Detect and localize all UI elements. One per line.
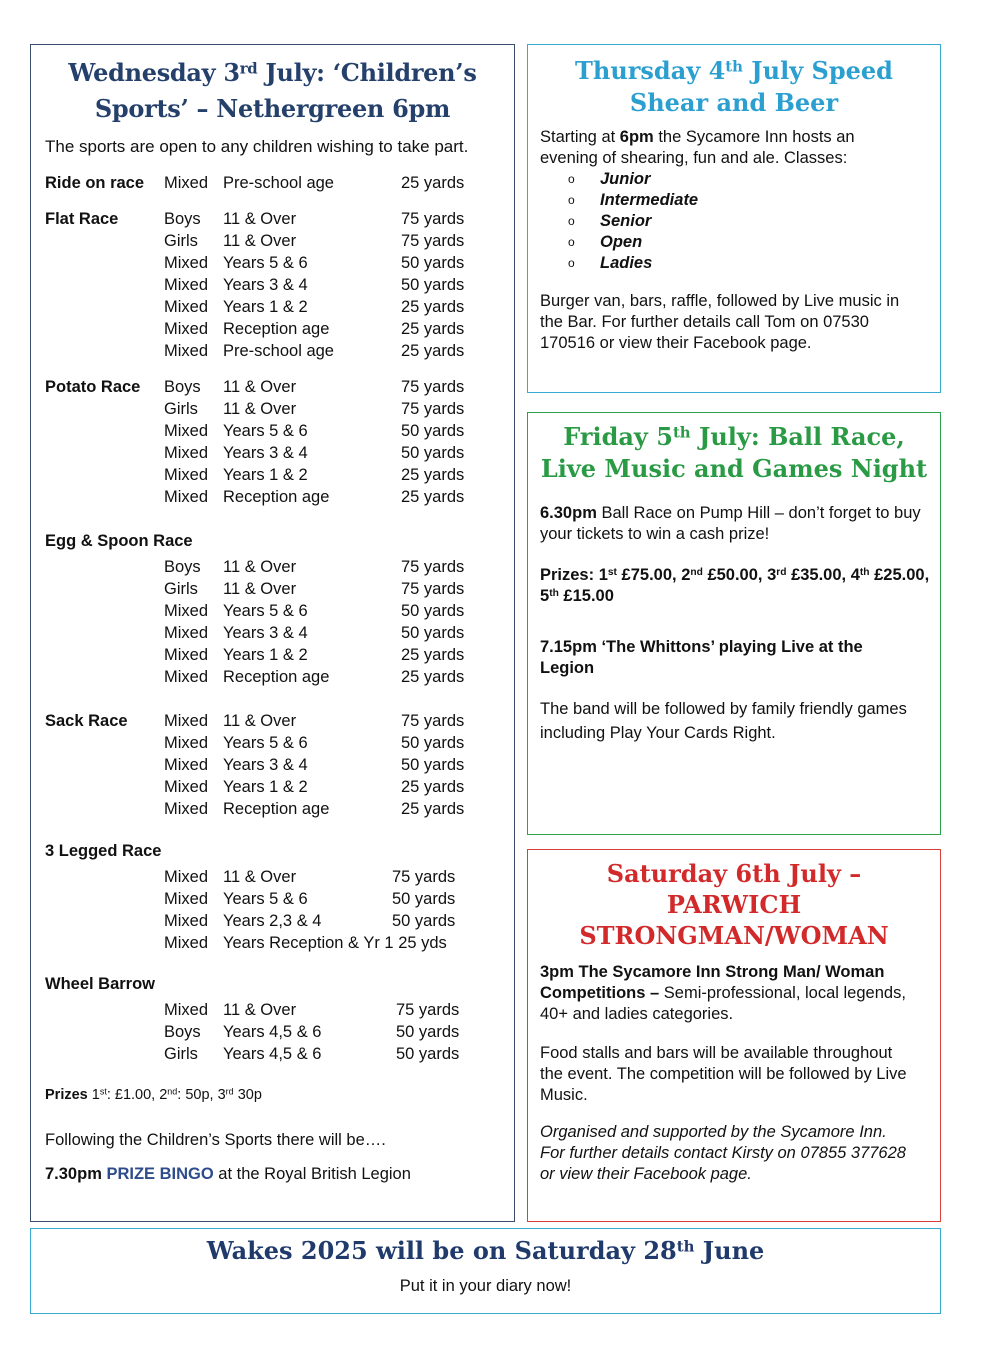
- title-sup: th: [672, 423, 691, 442]
- bingo-highlight: PRIZE BINGO: [106, 1165, 214, 1183]
- race-group: Mixed: [164, 890, 209, 908]
- race-age: Years Reception & Yr 1 25 yds: [223, 934, 447, 952]
- race-group: Girls: [164, 580, 198, 598]
- prize-text: £35.00, 4: [786, 566, 860, 584]
- race-age: Years 3 & 4: [223, 444, 308, 462]
- race-distance: 25 yards: [401, 646, 465, 664]
- race-distance: 50 yards: [396, 1045, 460, 1063]
- race-age: Pre-school age: [223, 342, 334, 360]
- bullet-icon: o: [568, 214, 575, 228]
- race-group: Mixed: [164, 912, 209, 930]
- race-group: Mixed: [164, 298, 209, 316]
- class-item: [568, 211, 768, 232]
- games-text: The band will be followed by family friendly games including Play Your Cards Right.: [540, 700, 907, 742]
- class-label: Senior: [600, 212, 652, 230]
- title-text: Wakes 2025 will be on Saturday 28: [206, 1236, 677, 1265]
- race-distance: 25 yards: [401, 466, 465, 484]
- bullet-icon: o: [568, 256, 575, 270]
- wednesday-title: [31, 55, 514, 127]
- intro-text: the Sycamore Inn hosts an evening of shearing, fun and ale. Classes:: [540, 128, 855, 167]
- friday-title: [528, 421, 940, 485]
- race-distance: 50 yards: [396, 1023, 460, 1041]
- prize-text: 1: [87, 1087, 100, 1103]
- title-text: July: Ball Race,: [690, 422, 905, 451]
- bingo-rest: at the Royal British Legion: [213, 1165, 411, 1183]
- prize-text: : £1.00, 2: [106, 1087, 168, 1103]
- race-age: Years 3 & 4: [223, 756, 308, 774]
- race-distance: 50 yards: [401, 276, 465, 294]
- title-text: STRONGMAN/WOMAN: [579, 921, 889, 950]
- thursday-title: [528, 55, 940, 119]
- title-text: Saturday 6th July –: [606, 859, 862, 888]
- race-age: Years 2,3 & 4: [223, 912, 322, 930]
- race-distance: 25 yards: [401, 342, 465, 360]
- prize-text: 30p: [233, 1087, 262, 1103]
- thursday-panel: [527, 44, 941, 393]
- title-text: Live Music and Games Night: [540, 454, 928, 483]
- children-prizes: [45, 1087, 262, 1103]
- race-group: Mixed: [164, 712, 209, 730]
- race-age: Years 4,5 & 6: [223, 1023, 322, 1041]
- race-group: Boys: [164, 1023, 201, 1041]
- race-age: Pre-school age: [223, 174, 334, 192]
- prize-text: £50.00, 3: [702, 566, 777, 584]
- wakes-title: [31, 1235, 940, 1267]
- class-label: Ladies: [600, 254, 653, 272]
- race-distance: 50 yards: [401, 756, 465, 774]
- race-group: Girls: [164, 1045, 198, 1063]
- title-sup: th: [725, 57, 743, 76]
- race-age: Years 1 & 2: [223, 646, 308, 664]
- title-text: Shear and Beer: [629, 88, 839, 117]
- race-distance: 75 yards: [396, 1001, 460, 1019]
- ball-time: 6.30pm: [540, 504, 597, 522]
- race-group: Mixed: [164, 602, 209, 620]
- wednesday-intro: The sports are open to any children wishing to take part.: [45, 137, 469, 156]
- race-group: Boys: [164, 210, 201, 228]
- race-group: Mixed: [164, 734, 209, 752]
- race-age: Years 3 & 4: [223, 276, 308, 294]
- race-group: Mixed: [164, 1001, 209, 1019]
- race-group: Boys: [164, 558, 201, 576]
- wakes-subtitle: Put it in your diary now!: [399, 1277, 572, 1295]
- class-item: [568, 253, 768, 274]
- race-distance: 25 yards: [401, 800, 465, 818]
- race-group: Mixed: [164, 488, 209, 506]
- class-label: Intermediate: [600, 191, 699, 209]
- race-group: Mixed: [164, 422, 209, 440]
- race-distance: 50 yards: [401, 624, 465, 642]
- prize-sup: th: [549, 587, 559, 599]
- race-distance: 75 yards: [401, 400, 465, 418]
- organised-text: Organised and supported by the Sycamore Inn. For further details contact Kirsty on 07855 377628 or view their Facebook page.: [540, 1123, 906, 1183]
- prize-text: £15.00: [558, 587, 614, 605]
- race-group: Mixed: [164, 174, 209, 192]
- race-distance: 75 yards: [401, 378, 465, 396]
- prize-sup: th: [859, 566, 870, 578]
- race-distance: 25 yards: [401, 174, 465, 192]
- race-age: Years 5 & 6: [223, 602, 308, 620]
- race-name: 3 Legged Race: [45, 842, 162, 860]
- bingo-time: 7.30pm: [45, 1165, 107, 1183]
- class-label: Junior: [600, 170, 651, 188]
- race-group: Mixed: [164, 466, 209, 484]
- race-distance: 50 yards: [392, 912, 456, 930]
- friday-prizes: [540, 565, 935, 607]
- prize-text: Prizes: 1: [540, 566, 608, 584]
- wednesday-panel: [30, 44, 515, 1222]
- race-distance: 25 yards: [401, 668, 465, 686]
- wakes-banner: [30, 1228, 941, 1314]
- saturday-panel: [527, 849, 941, 1222]
- race-age: Years 5 & 6: [223, 734, 308, 752]
- title-text: Sports’ – Nethergreen 6pm: [94, 94, 451, 123]
- title-text: Thursday 4: [575, 56, 726, 85]
- race-age: Years 1 & 2: [223, 778, 308, 796]
- class-label: Open: [600, 233, 643, 251]
- race-age: 11 & Over: [223, 1001, 297, 1019]
- race-age: 11 & Over: [223, 400, 297, 418]
- thursday-footer: Burger van, bars, raffle, followed by Live music in the Bar. For further details call Tom on 07530 170516 or view their Facebook page.: [540, 292, 900, 352]
- race-age: Reception age: [223, 800, 330, 818]
- title-text: July Speed: [742, 56, 893, 85]
- race-age: Years 4,5 & 6: [223, 1045, 322, 1063]
- race-age: 11 & Over: [223, 558, 297, 576]
- friday-panel: [527, 412, 941, 835]
- race-group: Boys: [164, 378, 201, 396]
- race-name: Egg & Spoon Race: [45, 532, 193, 550]
- race-distance: 25 yards: [401, 488, 465, 506]
- race-distance: 75 yards: [392, 868, 456, 886]
- race-age: Years 1 & 2: [223, 466, 308, 484]
- title-text: July: ‘Children’s: [257, 58, 477, 87]
- saturday-title: [528, 858, 940, 951]
- prize-sup: rd: [225, 1086, 234, 1097]
- race-distance: 75 yards: [401, 580, 465, 598]
- prizes-label: Prizes: [45, 1087, 88, 1103]
- race-distance: 50 yards: [401, 734, 465, 752]
- comp-text: Semi-professional, local legends, 40+ and ladies categories.: [540, 984, 906, 1023]
- race-distance: 50 yards: [401, 602, 465, 620]
- race-group: Mixed: [164, 646, 209, 664]
- race-distance: 50 yards: [401, 254, 465, 272]
- race-age: Years 5 & 6: [223, 254, 308, 272]
- title-sup: rd: [239, 59, 258, 78]
- race-age: Years 5 & 6: [223, 890, 308, 908]
- title-text: Wednesday 3: [68, 58, 240, 87]
- race-distance: 25 yards: [401, 298, 465, 316]
- race-group: Mixed: [164, 254, 209, 272]
- race-age: 11 & Over: [223, 378, 297, 396]
- race-group: Mixed: [164, 444, 209, 462]
- race-group: Mixed: [164, 934, 209, 952]
- title-text: Friday 5: [563, 422, 673, 451]
- bullet-icon: o: [568, 193, 575, 207]
- race-distance: 75 yards: [401, 232, 465, 250]
- following-text: Following the Children’s Sports there will be….: [45, 1131, 386, 1149]
- race-distance: 50 yards: [401, 422, 465, 440]
- race-group: Mixed: [164, 668, 209, 686]
- band-text: 7.15pm ‘The Whittons’ playing Live at the Legion: [540, 638, 863, 677]
- race-group: Girls: [164, 400, 198, 418]
- race-age: 11 & Over: [223, 868, 297, 886]
- race-distance: 25 yards: [401, 320, 465, 338]
- race-distance: 50 yards: [392, 890, 456, 908]
- race-name: Ride on race: [45, 174, 145, 192]
- ball-race-text: [540, 503, 935, 545]
- race-distance: 25 yards: [401, 778, 465, 796]
- race-name: Sack Race: [45, 712, 128, 730]
- race-distance: 75 yards: [401, 712, 465, 730]
- class-item: [568, 190, 768, 211]
- race-age: Reception age: [223, 668, 330, 686]
- race-group: Mixed: [164, 320, 209, 338]
- class-item: [568, 169, 768, 190]
- race-age: 11 & Over: [223, 232, 297, 250]
- comp-bold: 3pm The Sycamore Inn Strong Man/ Woman Competitions –: [540, 963, 885, 1002]
- title-text: PARWICH: [666, 890, 802, 919]
- race-group: Girls: [164, 232, 198, 250]
- class-item: [568, 232, 768, 253]
- food-text: Food stalls and bars will be available throughout the event. The competition will be followed by Live Music.: [540, 1044, 907, 1104]
- race-group: Mixed: [164, 276, 209, 294]
- race-name: Potato Race: [45, 378, 141, 396]
- race-group: Mixed: [164, 756, 209, 774]
- race-age: Years 1 & 2: [223, 298, 308, 316]
- prize-sup: rd: [776, 566, 787, 578]
- prize-sup: nd: [167, 1086, 178, 1097]
- race-distance: 50 yards: [401, 444, 465, 462]
- prize-text: £25.00, 5: [540, 566, 930, 605]
- title-text: June: [694, 1236, 765, 1265]
- race-age: 11 & Over: [223, 210, 297, 228]
- race-group: Mixed: [164, 342, 209, 360]
- race-age: 11 & Over: [223, 712, 297, 730]
- race-age: Years 5 & 6: [223, 422, 308, 440]
- competition-text: [540, 962, 910, 1025]
- race-group: Mixed: [164, 800, 209, 818]
- race-group: Mixed: [164, 624, 209, 642]
- race-distance: 75 yards: [401, 558, 465, 576]
- race-age: Reception age: [223, 320, 330, 338]
- race-distance: 75 yards: [401, 210, 465, 228]
- prize-bingo-line: [45, 1165, 411, 1184]
- race-age: 11 & Over: [223, 580, 297, 598]
- intro-time: 6pm: [619, 128, 654, 146]
- race-name: Flat Race: [45, 210, 119, 228]
- ball-text: Ball Race on Pump Hill – don’t forget to buy your tickets to win a cash prize!: [540, 504, 921, 543]
- prize-text: £75.00, 2: [616, 566, 691, 584]
- prize-text: : 50p, 3: [177, 1087, 226, 1103]
- prize-sup: nd: [690, 566, 703, 578]
- prize-sup: st: [607, 566, 617, 578]
- bullet-icon: o: [568, 235, 575, 249]
- race-name: Wheel Barrow: [45, 975, 156, 993]
- race-group: Mixed: [164, 778, 209, 796]
- bullet-icon: o: [568, 172, 575, 186]
- race-age: Reception age: [223, 488, 330, 506]
- thursday-intro: [540, 127, 900, 169]
- race-group: Mixed: [164, 868, 209, 886]
- title-sup: th: [676, 1237, 695, 1256]
- race-age: Years 3 & 4: [223, 624, 308, 642]
- intro-text: Starting at: [540, 128, 620, 146]
- prize-sup: st: [99, 1086, 107, 1097]
